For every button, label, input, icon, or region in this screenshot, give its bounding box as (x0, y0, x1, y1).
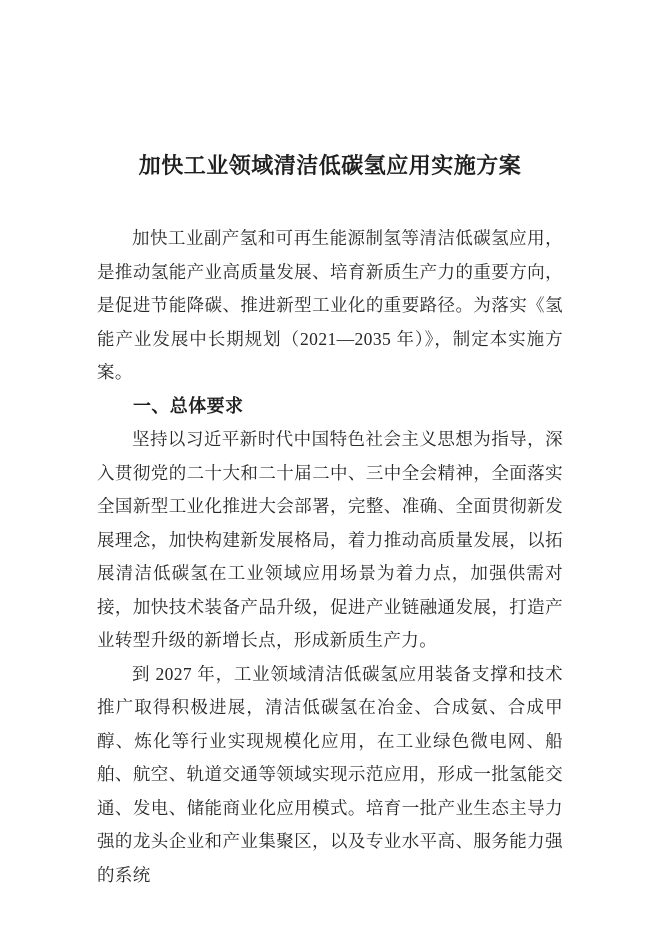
paragraph-2027-targets: 到 2027 年，工业领域清洁低碳氢应用装备支撑和技术推广取得积极进展，清洁低碳氢在冶金、合成氨、合成甲醇、炼化等行业实现规模化应用，在工业绿色微电网、船舶、航空、轨道交通等领域实现示范应用，形成一批氢能交通、发电、储能商业化应用模式。培育一批产业生态主导力强的龙头企业和产业集聚区，以及专业水平高、服务能力强的系统 (97, 663, 563, 885)
paragraph-intro: 加快工业副产氢和可再生能源制氢等清洁低碳氢应用，是推动氢能产业高质量发展、培育新质生产力的重要方向，是促进节能降碳、推进新型工业化的重要路径。为落实《氢能产业发展中长期规划（2021—2035 年）》，制定本实施方案。 (97, 228, 563, 382)
section-heading-general-requirements: 一、总体要求 (133, 395, 244, 416)
document-title: 加快工业领域清洁低碳氢应用实施方案 (138, 153, 522, 178)
paragraph-guiding-ideology: 坚持以习近平新时代中国特色社会主义思想为指导，深入贯彻党的二十大和二十届二中、三中全会精神，全面落实全国新型工业化推进大会部署，完整、准确、全面贯彻新发展理念，加快构建新发展格局，着力推动高质量发展，以拓展清洁低碳氢在工业领域应用场景为着力点，加强供需对接，加快技术装备产品升级，促进产业链融通发展，打造产业转型升级的新增长点，形成新质生产力。 (97, 429, 563, 650)
document-body (97, 222, 563, 892)
